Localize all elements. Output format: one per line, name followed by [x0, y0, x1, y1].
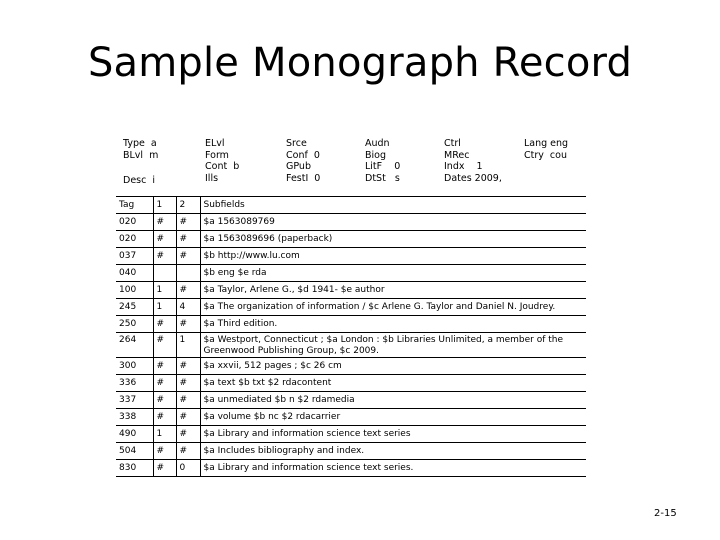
field-subfields: $a Library and information science text series [200, 426, 586, 443]
field-ind2: # [176, 392, 200, 409]
field-ind1: # [153, 392, 176, 409]
field-subfields: $a 1563089769 [200, 214, 586, 231]
field-tag: 336 [116, 375, 153, 392]
field-tag: 504 [116, 443, 153, 460]
table-row [116, 316, 586, 333]
table-row [116, 265, 586, 282]
table-row [116, 231, 586, 248]
field-tag: 020 [116, 231, 153, 248]
field-ind1: # [153, 316, 176, 333]
field-subfields: $a The organization of information / $c Arlene G. Taylor and Daniel N. Joudrey. [200, 299, 586, 316]
field-ind2: # [176, 282, 200, 299]
fixed-field-desc: Desc i [123, 175, 156, 186]
field-subfields: $a Westport, Connecticut ; $a London : $b Libraries Unlimited, a member of the Greenwood Publishing Group, $c 2009. [200, 333, 586, 358]
field-ind2: # [176, 214, 200, 231]
field-ind2: 0 [176, 460, 200, 477]
fixed-field-type-blvl: Type a BLvl m [123, 138, 159, 161]
field-tag: 300 [116, 358, 153, 375]
table-row [116, 214, 586, 231]
field-ind1 [153, 265, 176, 282]
field-ind2: # [176, 426, 200, 443]
field-ind1: # [153, 460, 176, 477]
header-ind1: 1 [153, 197, 176, 214]
table-row [116, 375, 586, 392]
header-ind2: 2 [176, 197, 200, 214]
table-row [116, 282, 586, 299]
field-tag: 264 [116, 333, 153, 358]
fixed-field-lang-ctry: Lang eng Ctry cou [524, 138, 569, 161]
table-row [116, 443, 586, 460]
fixed-field-audn-biog: Audn Biog LitF 0 DtSt s [365, 138, 401, 184]
field-ind1: # [153, 248, 176, 265]
field-ind2: 4 [176, 299, 200, 316]
field-tag: 338 [116, 409, 153, 426]
field-subfields: $a unmediated $b n $2 rdamedia [200, 392, 586, 409]
table-header-row [116, 197, 586, 214]
field-subfields: $a volume $b nc $2 rdacarrier [200, 409, 586, 426]
field-ind2 [176, 265, 200, 282]
field-ind2: # [176, 316, 200, 333]
field-subfields: $a Library and information science text series. [200, 460, 586, 477]
field-ind2: # [176, 231, 200, 248]
field-tag: 040 [116, 265, 153, 282]
field-ind2: # [176, 375, 200, 392]
field-subfields: $b http://www.lu.com [200, 248, 586, 265]
table-row [116, 409, 586, 426]
field-ind1: 1 [153, 282, 176, 299]
field-subfields: $a text $b txt $2 rdacontent [200, 375, 586, 392]
field-ind1: # [153, 375, 176, 392]
field-ind1: # [153, 358, 176, 375]
fixed-field-ctrl-mrec: Ctrl MRec Indx 1 Dates 2009, [444, 138, 502, 184]
field-tag: 020 [116, 214, 153, 231]
table-row [116, 460, 586, 477]
field-ind1: # [153, 214, 176, 231]
field-ind1: 1 [153, 299, 176, 316]
field-subfields: $a Includes bibliography and index. [200, 443, 586, 460]
field-ind1: # [153, 409, 176, 426]
marc-record-table [116, 196, 586, 477]
header-tag: Tag [116, 197, 153, 214]
field-tag: 245 [116, 299, 153, 316]
field-ind2: # [176, 443, 200, 460]
slide-title: Sample Monograph Record [87, 40, 633, 86]
field-ind1: # [153, 443, 176, 460]
field-ind1: 1 [153, 426, 176, 443]
fixed-field-srce-conf: Srce Conf 0 GPub FestI 0 [286, 138, 321, 184]
field-subfields: $a Taylor, Arlene G., $d 1941- $e author [200, 282, 586, 299]
table-row [116, 299, 586, 316]
field-tag: 830 [116, 460, 153, 477]
field-tag: 250 [116, 316, 153, 333]
field-ind2: # [176, 409, 200, 426]
field-ind1: # [153, 333, 176, 358]
fixed-field-elvl-form: ELvl Form Cont b Ills [205, 138, 240, 184]
header-subfields: Subfields [200, 197, 586, 214]
field-subfields: $a Third edition. [200, 316, 586, 333]
field-subfields: $b eng $e rda [200, 265, 586, 282]
field-subfields: $a xxvii, 512 pages ; $c 26 cm [200, 358, 586, 375]
table-row [116, 248, 586, 265]
field-subfields: $a 1563089696 (paperback) [200, 231, 586, 248]
table-row [116, 358, 586, 375]
fixed-fields [123, 138, 578, 190]
table-row [116, 392, 586, 409]
field-tag: 490 [116, 426, 153, 443]
field-ind2: # [176, 248, 200, 265]
field-tag: 037 [116, 248, 153, 265]
page-number: 2-15 [654, 508, 677, 519]
field-ind2: 1 [176, 333, 200, 358]
table-row [116, 426, 586, 443]
table-row [116, 333, 586, 358]
field-tag: 100 [116, 282, 153, 299]
field-ind1: # [153, 231, 176, 248]
field-tag: 337 [116, 392, 153, 409]
field-ind2: # [176, 358, 200, 375]
